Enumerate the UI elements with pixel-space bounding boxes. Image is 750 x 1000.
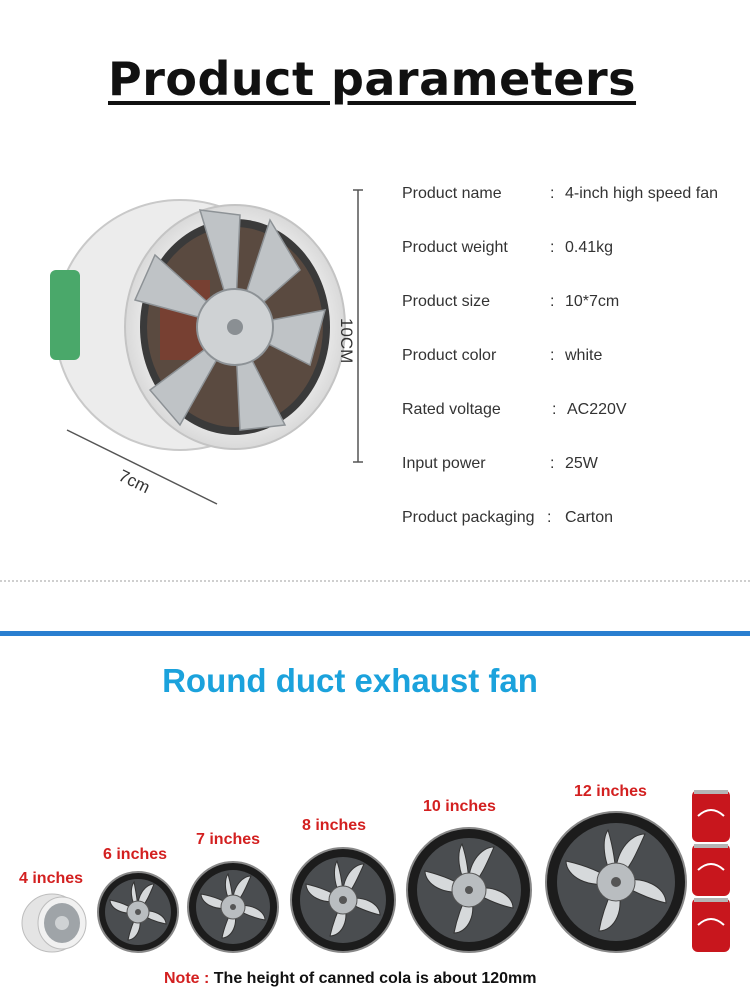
cola-cans-image — [690, 786, 732, 956]
spec-value: AC220V — [567, 401, 627, 418]
note-text: The height of canned cola is about 120mm — [213, 970, 537, 987]
page-title: Product parameters — [108, 52, 637, 106]
spec-value: Carton — [565, 509, 614, 526]
size-label: 4 inches — [19, 870, 84, 887]
spec-label: Product color — [402, 347, 497, 364]
fan-image-12-inch — [543, 810, 689, 954]
size-label: 12 inches — [574, 783, 647, 800]
fan-image-8-inch — [289, 846, 397, 954]
spec-label: Product weight — [402, 239, 508, 256]
section-divider — [0, 580, 750, 582]
section-subtitle: Round duct exhaust fan — [162, 662, 538, 699]
spec-label: Input power — [402, 455, 486, 472]
note-prefix: Note : — [164, 970, 210, 987]
spec-label: Product name — [402, 185, 502, 202]
size-label: 10 inches — [423, 798, 496, 815]
fan-image-6-inch — [96, 870, 180, 954]
fan-image-4-inch — [20, 893, 90, 953]
spec-colon: : — [547, 509, 552, 526]
spec-colon: : — [550, 293, 555, 310]
fan-image-10-inch — [405, 826, 533, 954]
spec-label: Product size — [402, 293, 491, 310]
depth-dimension-label: 7cm — [115, 465, 153, 498]
spec-colon: : — [552, 401, 557, 418]
spec-colon: : — [550, 185, 555, 202]
spec-value: 25W — [565, 455, 598, 472]
spec-label: Product packaging — [402, 509, 535, 526]
spec-colon: : — [550, 239, 555, 256]
size-label: 8 inches — [302, 817, 367, 834]
spec-value: 4-inch high speed fan — [565, 185, 718, 202]
spec-colon: : — [550, 455, 555, 472]
fan-image-7-inch — [185, 860, 281, 954]
size-label: 7 inches — [196, 831, 261, 848]
spec-value: 10*7cm — [565, 293, 620, 310]
spec-label: Rated voltage — [402, 401, 501, 418]
height-dimension-label: 10CM — [337, 318, 356, 364]
footnote — [164, 970, 537, 988]
size-label: 6 inches — [103, 846, 168, 863]
blue-separator-band — [0, 631, 750, 636]
spec-value: white — [565, 347, 603, 364]
spec-colon: : — [550, 347, 555, 364]
spec-value: 0.41kg — [565, 239, 614, 256]
